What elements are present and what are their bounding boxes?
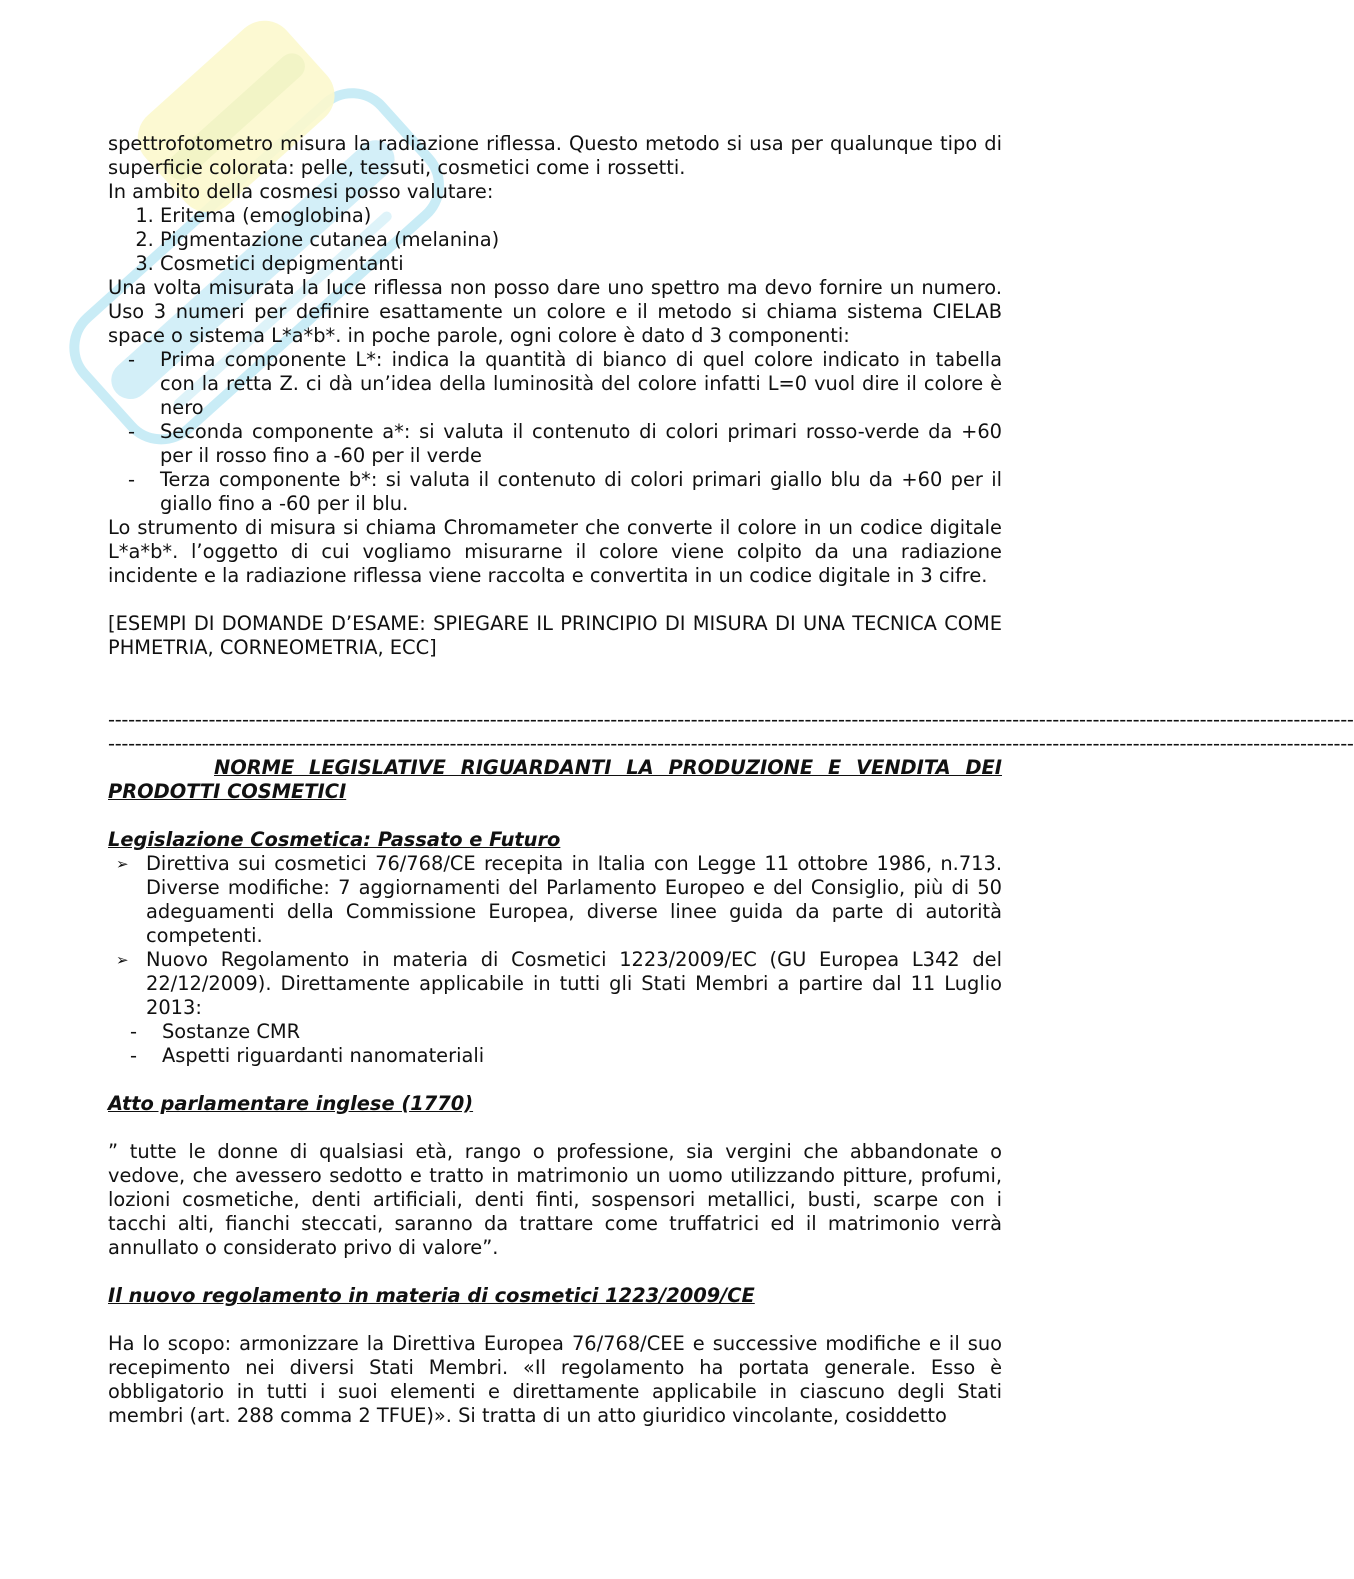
- chromameter-paragraph: Lo strumento di misura si chiama Chromameter che converte il colore in un codice digitale L*a*b*. l’oggetto di cui vogliamo misurarne il colore viene colpito da una radiazione incidente e la radiazione riflessa viene raccolta e convertita in un codice digitale in 3 cifre.: [108, 516, 1002, 587]
- component-list: [108, 348, 1002, 516]
- evaluation-lead: In ambito della cosmesi posso valutare:: [108, 180, 494, 203]
- list-item: 3. Cosmetici depigmentanti: [160, 252, 1002, 276]
- list-item: 2. Pigmentazione cutanea (melanina): [160, 228, 1002, 252]
- list-item: ➢ Nuovo Regolamento in materia di Cosmetici 1223/2009/EC (GU Europea L342 del 22/12/2009). Direttamente applicabile in tutti gli Stati Membri a partire dal 11 Luglio 2013:: [116, 948, 1002, 1019]
- regulation-paragraph: Ha lo scopo: armonizzare la Direttiva Europea 76/768/CEE e successive modifiche e il suo recepimento nei diversi Stati Membri. «Il regolamento ha portata generale. Esso è obbligatorio in tutti i suoi elementi e direttamente applicabile in ciascuno degli Stati membri (art. 288 comma 2 TFUE)». Si tratta di un atto giuridico vincolante, cosiddetto: [108, 1332, 1002, 1427]
- list-item: - Terza componente b*: si valuta il contenuto di colori primari giallo blu da +60 per il giallo fino a -60 per il blu.: [108, 468, 1002, 516]
- exam-note: [ESEMPI DI DOMANDE D’ESAME: SPIEGARE IL PRINCIPIO DI MISURA DI UNA TECNICA COME PHMETRIA, CORNEOMETRIA, ECC]: [108, 612, 1002, 659]
- regulation-sublist: [108, 1020, 1002, 1068]
- intro-paragraph: spettrofotometro misura la radiazione riflessa. Questo metodo si usa per qualunque tipo di superficie colorata: pelle, tessuti, cosmetici come i rossetti.: [108, 132, 1002, 179]
- arrow-bullet-icon: ➢: [116, 951, 129, 969]
- legislation-list: [108, 852, 1002, 1020]
- list-item: - Prima componente L*: indica la quantità di bianco di quel colore indicato in tabella con la retta Z. ci dà un’idea della luminosità del colore infatti L=0 vuol dire il colore è nero: [108, 348, 1002, 420]
- act-heading: Atto parlamentare inglese (1770): [108, 1092, 474, 1115]
- act-quote: ” tutte le donne di qualsiasi età, rango o professione, sia vergini che abbandonate o vedove, che avessero sedotto e tratto in matrimonio un uomo utilizzando pitture, profumi, lozioni cosmetiche, denti artificiali, denti finti, sospensori metallici, busti, scarpe con i tacchi alti, fianchi steccati, saranno da trattare come truffatrici ed il matrimonio verrà annullato o considerato privo di valore”.: [108, 1140, 1002, 1259]
- cielab-paragraph: Una volta misurata la luce riflessa non posso dare uno spettro ma devo fornire un numero. Uso 3 numeri per definire esattamente un colore e il metodo si chiama sistema CIELAB space o sistema L*a*b*. in poche parole, ogni colore è dato d 3 componenti:: [108, 276, 1002, 347]
- list-item: ➢ Direttiva sui cosmetici 76/768/CE recepita in Italia con Legge 11 ottobre 1986, n.713. Diverse modifiche: 7 aggiornamenti del Parlamento Europeo e del Consiglio, più di 50 adeguamenti della Commissione Europea, diverse linee guida da parte di autorità competenti.: [116, 852, 1002, 947]
- section-title: NORME LEGISLATIVE RIGUARDANTI LA PRODUZIONE E VENDITA DEI PRODOTTI COSMETICI: [108, 756, 1002, 803]
- separator-line: ------------------------------------------------------------------------------------------------------------------------------------------------------------------------------------------: [108, 708, 1354, 731]
- list-item: - Sostanze CMR: [108, 1020, 1002, 1044]
- document-page: [108, 132, 1354, 1428]
- list-item: - Seconda componente a*: si valuta il contenuto di colori primari rosso-verde da +60 per il rosso fino a -60 per il verde: [108, 420, 1002, 468]
- regulation-heading: Il nuovo regolamento in materia di cosmetici 1223/2009/CE: [108, 1284, 755, 1307]
- separator-line-continued: ------------------------------------------------------------------------------------------------------------------------------------------------------------------------------------------: [108, 732, 1354, 755]
- legislation-heading: Legislazione Cosmetica: Passato e Futuro: [108, 828, 561, 851]
- evaluation-list: [108, 204, 1002, 276]
- list-item: - Aspetti riguardanti nanomateriali: [108, 1044, 1002, 1068]
- list-item: 1. Eritema (emoglobina): [160, 204, 1002, 228]
- arrow-bullet-icon: ➢: [116, 855, 129, 873]
